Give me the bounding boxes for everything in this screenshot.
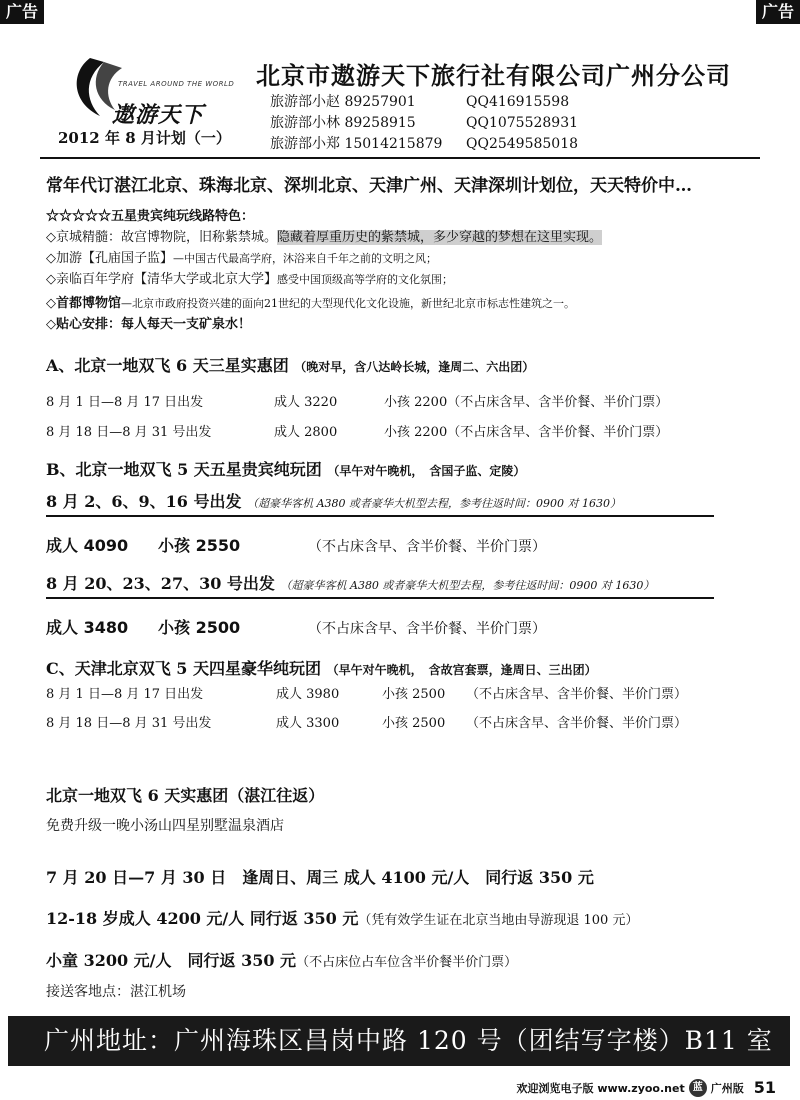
departure-line xyxy=(46,571,714,599)
price-note: （不占床含早、含半价餐、半价门票） xyxy=(466,687,688,702)
price-child: 小孩 2500 xyxy=(382,687,446,702)
section-note: （晚对早，含八达岭长城，逢周二、六出团） xyxy=(294,360,535,374)
website-welcome: 欢迎浏览电子版 www.zyoo.net xyxy=(516,1081,685,1095)
price-child: 小孩 2200 xyxy=(384,395,448,410)
price-child: 小孩 2500 xyxy=(382,716,446,731)
price-adult: 成人 4090 xyxy=(46,536,129,555)
contact-qq: QQ416915598 xyxy=(466,94,570,110)
section-title-text: C、天津北京双飞 5 天四星豪华纯玩团 xyxy=(46,659,322,678)
price-note: （不占床含早、含半价餐、半价门票） xyxy=(447,395,669,410)
section-note: （早午对午晚机， 含故宫套票，逢周日、三出团） xyxy=(326,663,597,677)
contact-qq: QQ1075528931 xyxy=(466,115,579,131)
contact-row xyxy=(270,134,578,155)
zhanjiang-price-line xyxy=(46,948,517,971)
price-note: （不占床含早、含半价餐、半价门票） xyxy=(447,425,669,440)
feature-list xyxy=(46,206,766,335)
logo-brand: 遨游天下 xyxy=(112,103,205,128)
zhanjiang-child-price: 小童 3200 元/人 同行返 350 元 xyxy=(46,951,297,970)
promo-banner: 常年代订湛江北京、珠海北京、深圳北京、天津广州、天津深圳计划位，天天特价中… xyxy=(46,176,692,196)
contact-row xyxy=(270,92,578,113)
price-date: 8 月 1 日—8 月 17 日出发 xyxy=(46,395,204,410)
edition-badge-icon: 蓝 xyxy=(689,1079,707,1097)
contact-name-phone: 旅游部小林 89258915 xyxy=(270,115,416,131)
feature-desc: —北京市政府投资兴建的面向21世纪的大型现代化文化设施，新世纪北京市标志性建筑之一。 xyxy=(121,297,575,310)
contact-row xyxy=(270,113,578,134)
page-footer xyxy=(517,1078,776,1097)
feature-highlight: 隐藏着厚重历史的紫禁城，多少穿越的梦想在这里实现。 xyxy=(277,230,603,245)
contact-qq: QQ2549585018 xyxy=(466,136,579,152)
zhanjiang-price-line: 7 月 20 日—7 月 30 日 逢周日、周三 成人 4100 元/人 同行返 350 元 xyxy=(46,868,594,887)
departure-note: （超豪华客机 A380 或者豪华大机型去程，参考往返时间：0900 对 1630） xyxy=(247,497,622,510)
feature-label: ◇亲临百年学府【清华大学或北京大学】 xyxy=(46,272,277,287)
section-title-text: B、北京一地双飞 5 天五星贵宾纯玩团 xyxy=(46,460,322,479)
ad-label-left: 广告 xyxy=(0,0,44,24)
zhanjiang-teen-price: 12-18 岁成人 4200 元/人 同行返 350 元 xyxy=(46,909,359,928)
price-row xyxy=(46,533,546,556)
feature-label: ◇加游【孔庙国子监】 xyxy=(46,251,173,266)
feature-item xyxy=(46,293,766,314)
departure-note: （超豪华客机 A380 或者豪华大机型去程，参考往返时间：0900 对 1630） xyxy=(280,579,655,592)
feature-item xyxy=(46,227,766,248)
feature-desc: —中国古代最高学府，沐浴来自千年之前的文明之风； xyxy=(173,252,437,265)
departure-line xyxy=(46,489,714,517)
section-c-prices xyxy=(46,680,687,738)
section-title-text: A、北京一地双飞 6 天三星实惠团 xyxy=(46,356,289,375)
feature-title: ☆☆☆☆☆五星贵宾纯玩线路特色： xyxy=(46,209,255,224)
price-child: 小孩 2200 xyxy=(384,425,448,440)
section-c-title xyxy=(46,656,597,679)
feature-item xyxy=(46,269,766,290)
price-row xyxy=(46,680,687,709)
price-child: 小孩 2500 xyxy=(158,618,241,637)
logo-subtitle: TRAVEL AROUND THE WORLD xyxy=(118,80,235,88)
price-adult: 成人 2800 xyxy=(274,425,338,440)
price-row xyxy=(46,421,668,440)
price-row xyxy=(46,709,687,738)
pickup-location: 接送客地点：湛江机场 xyxy=(46,984,186,1000)
price-row xyxy=(46,615,546,638)
price-adult: 成人 3480 xyxy=(46,618,129,637)
feature-item xyxy=(46,248,766,269)
header-divider xyxy=(40,157,760,159)
feature-item: ◇贴心安排：每人每天一支矿泉水！ xyxy=(46,317,251,332)
section-a-title xyxy=(46,353,534,376)
price-row xyxy=(46,391,668,410)
zhanjiang-child-note: （不占床位占车位含半价餐半价门票） xyxy=(296,955,518,970)
price-note: （不占床含早、含半价餐、半价门票） xyxy=(308,539,546,555)
contact-name-phone: 旅游部小赵 89257901 xyxy=(270,94,416,110)
contact-name-phone: 旅游部小郑 15014215879 xyxy=(270,136,443,152)
price-adult: 成人 3220 xyxy=(274,395,338,410)
section-b-title xyxy=(46,457,525,480)
ad-label-right: 广告 xyxy=(756,0,800,24)
zhanjiang-price-line xyxy=(46,906,638,929)
price-date: 8 月 18 日—8 月 31 号出发 xyxy=(46,425,212,440)
departure-dates: 8 月 20、23、27、30 号出发 xyxy=(46,574,275,593)
price-adult: 成人 3300 xyxy=(276,716,340,731)
departure-dates: 8 月 2、6、9、16 号出发 xyxy=(46,492,242,511)
price-note: （不占床含早、含半价餐、半价门票） xyxy=(308,621,546,637)
price-date: 8 月 18 日—8 月 31 号出发 xyxy=(46,716,212,731)
zhanjiang-upgrade: 免费升级一晚小汤山四星别墅温泉酒店 xyxy=(46,818,284,834)
company-name: 北京市遨游天下旅行社有限公司广州分公司 xyxy=(256,61,731,90)
feature-label: ◇京城精髓：故宫博物院，旧称紫禁城。 xyxy=(46,230,277,245)
footer-address: 广州地址：广州海珠区昌岗中路 120 号（团结写字楼）B11 室 xyxy=(8,1016,790,1066)
feature-desc: 感受中国顶级高等学府的文化氛围； xyxy=(277,273,453,286)
price-note: （不占床含早、含半价餐、半价门票） xyxy=(466,716,688,731)
section-note: （早午对午晚机， 含国子监、定陵） xyxy=(327,464,526,478)
zhanjiang-teen-note: （凭有效学生证在北京当地由导游现退 100 元） xyxy=(358,913,639,928)
price-adult: 成人 3980 xyxy=(276,687,340,702)
contact-list xyxy=(270,92,578,155)
feature-label: ◇首都博物馆 xyxy=(46,296,121,311)
price-child: 小孩 2550 xyxy=(158,536,241,555)
price-date: 8 月 1 日—8 月 17 日出发 xyxy=(46,687,204,702)
zhanjiang-tour-title: 北京一地双飞 6 天实惠团（湛江往返） xyxy=(46,786,325,805)
page-number: 51 xyxy=(753,1078,776,1097)
plan-label: 2012 年 8 月计划（一） xyxy=(58,129,231,147)
edition-label: 广州版 xyxy=(710,1081,744,1095)
